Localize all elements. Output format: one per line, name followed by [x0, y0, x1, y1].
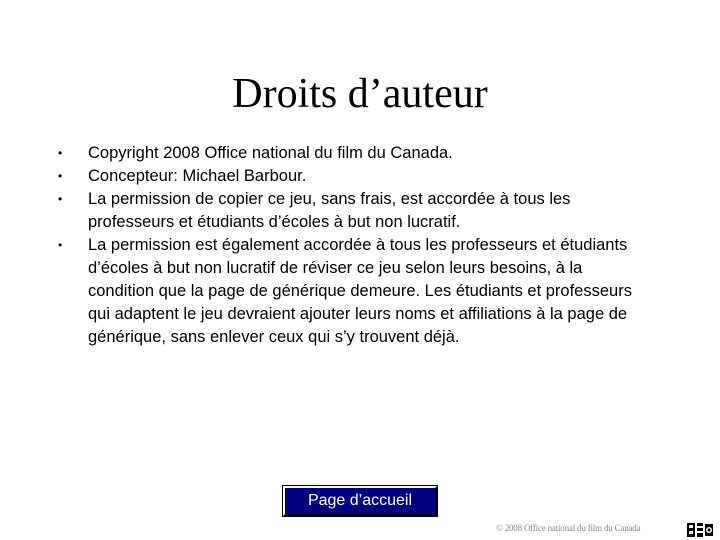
bullet-text-designer: Concepteur: Michael Barbour. [88, 167, 307, 185]
bullet-text-copy-permission: La permission de copier ce jeu, sans frais, est accordée à tous les professeurs et étudiants d’écoles à but non lucratif. [88, 190, 571, 231]
list-item [52, 165, 652, 188]
slide-title: Droits d’auteur [232, 71, 488, 117]
bullet-icon: • [58, 146, 63, 160]
list-item [52, 142, 652, 165]
bullet-text-copyright: Copyright 2008 Office national du film du Canada. [88, 144, 453, 162]
footer-copyright: © 2008 Office national du film du Canada [496, 523, 641, 533]
nfb-onf-logo-icon [686, 522, 714, 538]
bullet-icon: • [58, 238, 63, 252]
bullet-text-revise-permission: La permission est également accordée à tous les professeurs et étudiants d’écoles à but non lucratif de réviser ce jeu selon leurs besoins, à la condition que la page de générique demeure. Les étudiants et professeurs qui adaptent le jeu devraient ajouter leurs noms et affiliations à la page de générique, sans enlever ceux qui s’y trouvent déjà. [88, 236, 632, 346]
bullet-icon: • [58, 192, 63, 206]
bullet-list [52, 142, 652, 349]
bullet-icon: • [58, 169, 63, 183]
home-page-button[interactable]: Page d’accueil [283, 486, 437, 516]
list-item [52, 234, 652, 349]
list-item [52, 188, 652, 234]
